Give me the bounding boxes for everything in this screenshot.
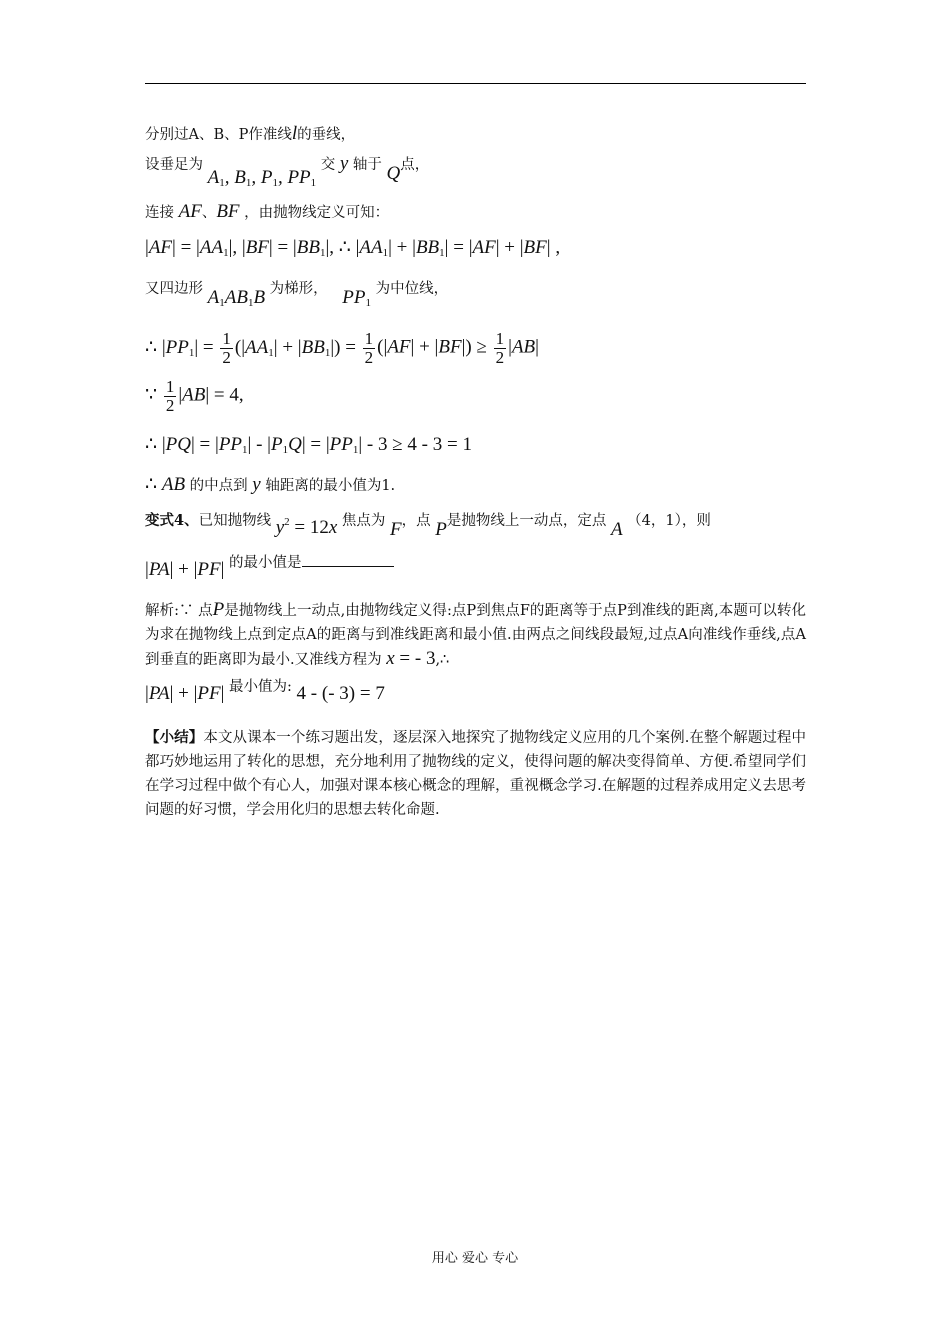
analysis-paragraph: 解析:∵ 点P是抛物线上一动点,由抛物线定义得:点P到焦点F的距离等于点P到准线的距离,本题可以转化为求在抛物线上点到定点A的距离与到准线距离和最小值.由两点之间线段最短,过点A向准线作垂线,点A到垂直的距离即为最小.又准线方程为 x = - 3,∴ xyxy=(145,599,806,669)
text: 设垂足为 xyxy=(145,157,203,173)
text: 已知抛物线 xyxy=(198,513,272,529)
text-line-2: 设垂足为 $A_1$, $B_1$, $P_1$, $PP_1$ 交 y 轴于 Q点， xyxy=(145,153,430,189)
text: 是抛物线上一动点，定点 xyxy=(446,513,607,529)
text: 点， xyxy=(400,157,430,173)
formula-line-8: ∴ $|PQ| = |PP_1| - |P_1Q| = |PP_1| - 3 \ge 4 - 3 = 1$ xyxy=(145,434,472,456)
summary-paragraph xyxy=(145,726,806,822)
text: ，点 xyxy=(401,513,431,529)
formula-line-7: ∵ $\frac{1}{2}$ |AB| = 4, xyxy=(145,377,244,415)
text: 解析:∵ 点 xyxy=(145,603,213,619)
text: 为梯形， xyxy=(269,281,328,297)
text: 又四边形 xyxy=(145,281,203,297)
formula-line-4: $|AF| = |AA_1|$, $|BF| = |BB_1|$, ∴ $|AA_1| + |BB_1| = |AF| + |BF|$ , xyxy=(145,237,561,259)
analysis-result: |PA| + |PF| 最小值为: 4 - (- 3) = 7 xyxy=(145,679,385,704)
text-line-1: 分别过A、B、P作准线l的垂线， xyxy=(145,123,356,144)
formula-line-6: ∴ $|PP_1|$ = $\frac{1}{2}$ $(|AA_1| + |BB_1|)$ = $\frac{1}{2}$ (|AF| + |BF|) ≥ $\frac{1}{2}$ |AB| xyxy=(145,329,539,367)
text: 轴于 xyxy=(352,157,382,173)
summary-label: 【小结】 xyxy=(145,729,204,746)
text: 焦点为 xyxy=(341,513,386,529)
text: 最小值为: xyxy=(229,679,292,695)
text-line-5: 又四边形 $A_1AB_1B$ 为梯形， $PP_1$ 为中位线， xyxy=(145,281,449,309)
text: 的垂线， xyxy=(297,127,356,143)
header-rule xyxy=(145,83,806,84)
variant-4-question: |PA| + |PF| 的最小值是 xyxy=(145,560,394,581)
text: 的中点到 xyxy=(189,478,248,494)
text: 为中位线， xyxy=(375,281,449,297)
text: 的最小值是 xyxy=(229,555,302,571)
text: 轴距离的最小值为1. xyxy=(265,478,396,494)
text: 本文从课本一个练习题出发，逐层深入地探究了抛物线定义应用的几个案例.在整个解题过程中都巧妙地运用了转化的思想，充分地利用了抛物线的定义，使得问题的解决变得简单、方便.希望同学们在学习过程中做个有心人，加强对课本核心概念的理解，重视概念学习.在解题的过程养成用定义去思考问题的好习惯，学会用化归的思想去转化命题. xyxy=(145,730,807,818)
text: 连接 xyxy=(145,205,174,221)
text-line-3: 连接 AF、BF ，由抛物线定义可知： xyxy=(145,201,390,222)
variant-label: 变式4、 xyxy=(145,512,199,529)
text: （4，1），则 xyxy=(627,513,711,529)
text: ，由抛物线定义可知： xyxy=(244,205,390,221)
text: 是抛物线上一动点,由抛物线定义得:点P到焦点F的距离等于点P到准线的距离,本题可以转化为求在抛物线上点到定点A的距离与到准线距离和最小值.由两点之间线段最短,过点A向准线作垂线,点A到垂直的距离即为最小.又准线方程为 xyxy=(145,603,806,668)
variant-4-line: 变式4、已知抛物线 $y^2 = 12x$ 焦点为 F，点 P是抛物线上一动点，定点 A （4，1），则 xyxy=(145,512,711,540)
text: 交 xyxy=(320,157,336,173)
page-footer: 用心 爱心 专心 xyxy=(431,1251,519,1266)
text: 分别过A、B、P作准线 xyxy=(145,127,292,143)
answer-blank xyxy=(302,552,394,567)
text-line-9: ∴ AB 的中点到 y 轴距离的最小值为1. xyxy=(145,474,396,495)
